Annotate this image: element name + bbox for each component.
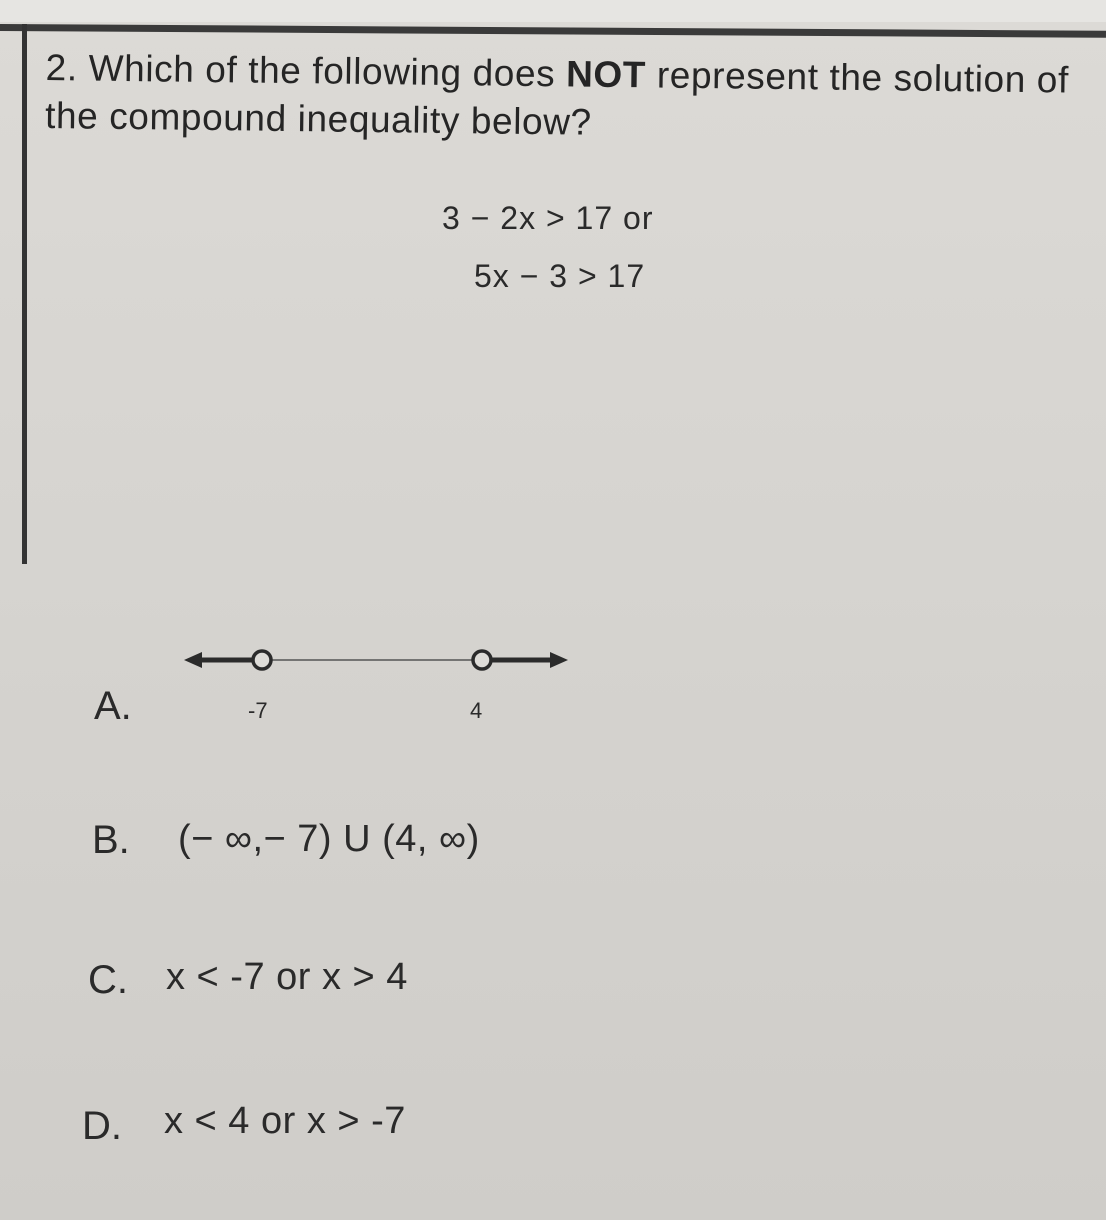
inequality-line-2: 5x − 3 > 17	[474, 258, 646, 294]
inequality-line-1: 3 − 2x > 17 or	[442, 200, 654, 236]
choice-c-letter[interactable]: C.	[88, 958, 128, 1002]
choice-a-number-line[interactable]	[180, 640, 580, 730]
tick-label-neg7: -7	[248, 698, 268, 723]
question-text-start: Which of the following does	[88, 47, 567, 95]
choice-c-text[interactable]: x < -7 or x > 4	[166, 956, 408, 998]
choice-d-letter[interactable]: D.	[82, 1104, 122, 1148]
left-margin-line	[22, 24, 27, 564]
left-arrowhead-icon	[184, 652, 202, 668]
question-prompt	[45, 44, 1086, 153]
tick-label-4: 4	[470, 698, 483, 723]
choice-d-text[interactable]: x < 4 or x > -7	[164, 1100, 406, 1142]
top-margin	[0, 0, 1106, 22]
choice-b-letter[interactable]: B.	[92, 818, 130, 862]
question-number: 2.	[45, 46, 79, 89]
open-circle-neg7	[253, 651, 271, 669]
question-emphasis: NOT	[565, 53, 647, 96]
open-circle-4	[473, 651, 491, 669]
top-divider-line	[0, 24, 1106, 38]
question-text-end: represent the solution of the compound inequality below?	[44, 54, 1070, 143]
number-line-graphic	[180, 640, 580, 730]
right-arrowhead-icon	[550, 652, 568, 668]
choice-a-letter[interactable]: A.	[94, 684, 132, 728]
choice-b-text[interactable]: (− ∞,− 7) U (4, ∞)	[178, 818, 480, 860]
